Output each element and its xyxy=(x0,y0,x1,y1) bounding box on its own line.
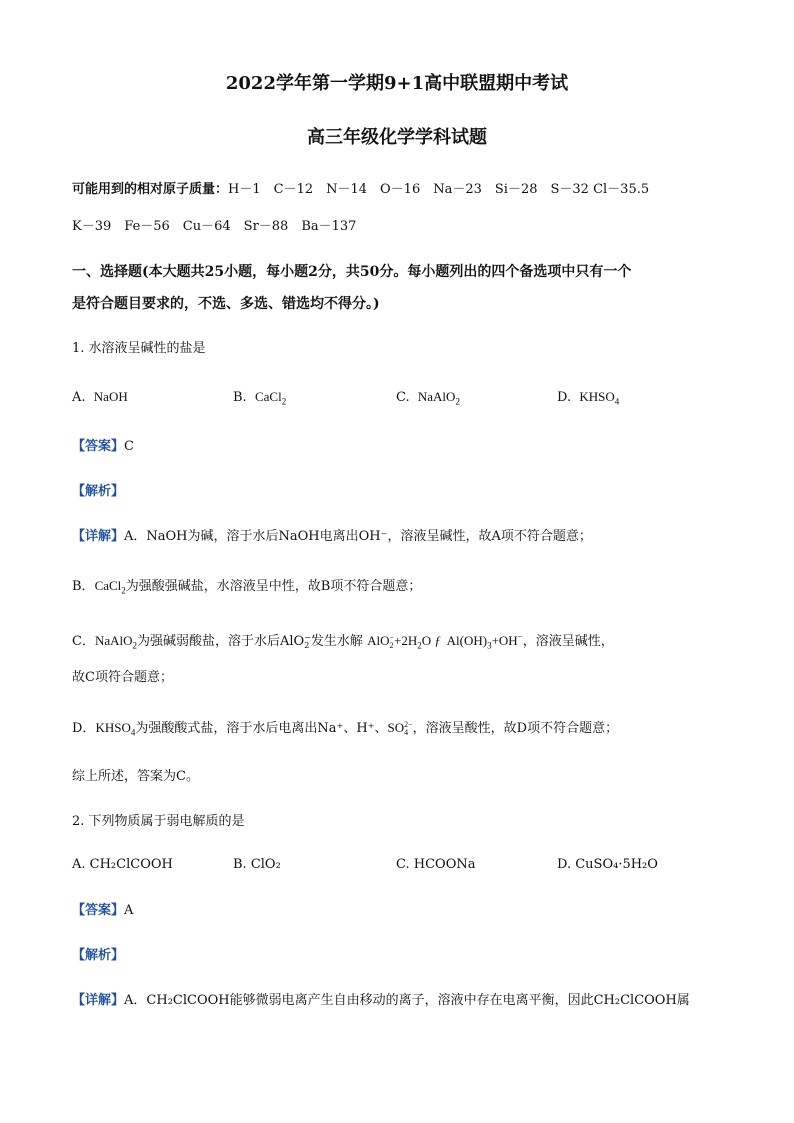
answer-value: C xyxy=(124,439,134,454)
question-2-analysis-tag: 【解析】 xyxy=(72,948,125,963)
question-1-option-b[interactable]: B. CaCl$_2$ xyxy=(233,389,287,407)
detail-tag: 【详解】 xyxy=(72,529,125,544)
atomic-masses-line2: K－39 Fe－56 Cu－64 Sr－88 Ba－137 xyxy=(72,219,357,234)
page-subtitle: 高三年级化学学科试题 xyxy=(307,127,487,148)
question-1-option-c[interactable]: C. NaAlO$_2$ xyxy=(396,389,460,407)
question-1-option-d[interactable]: D. $KHSO_4$ xyxy=(557,389,620,407)
question-1-detail-d: D．$KHSO_4$为强酸酸式盐，溶于水后电离出Na⁺、H⁺、SO2− 4 ，溶液呈酸性，故D项不符合题意； xyxy=(72,720,619,738)
answer-value: A xyxy=(124,903,134,918)
question-2-option-a[interactable]: A. CH₂ClCOOH xyxy=(72,857,173,872)
question-1-answer xyxy=(72,438,134,456)
question-2-option-d[interactable]: D. CuSO₄·5H₂O xyxy=(557,857,658,872)
question-2-option-c[interactable]: C. HCOONa xyxy=(396,857,476,872)
question-2-answer xyxy=(72,902,133,920)
atomic-masses-label: 可能用到的相对原子质量： xyxy=(72,182,229,197)
question-1-detail-b: B．CaCl$_2$为强酸强碱盐，水溶液呈中性，故B项不符合题意； xyxy=(72,578,422,596)
question-1-detail-c: C．NaAlO$_2$为强碱弱酸盐，溶于水后AlO− 2 发生水解 AlO− $2+2H_2O$ ƒ $Al(OH)_3+OH^-$，溶液呈碱性， xyxy=(72,631,614,651)
question-1-summary: 综上所述，答案为C。 xyxy=(72,769,199,784)
answer-tag: 【答案】 xyxy=(72,439,125,454)
question-1-stem: 1. 水溶液呈碱性的盐是 xyxy=(72,341,206,356)
question-2-option-b[interactable]: B. ClO₂ xyxy=(233,857,281,872)
page-title: 2022学年第一学期9+1高中联盟期中考试 xyxy=(225,73,569,94)
atomic-masses-values: H－1 C－12 N－14 O－16 Na－23 Si－28 S－32 Cl－35.5 xyxy=(228,182,650,197)
atomic-masses-line1 xyxy=(72,181,649,199)
question-1-analysis-tag: 【解析】 xyxy=(72,484,125,499)
question-1-detail-a: 【详解】A．NaOH为碱，溶于水后NaOH电离出OH⁻，溶液呈碱性，故A项不符合题意； xyxy=(72,529,592,544)
question-2-stem: 2. 下列物质属于弱电解质的是 xyxy=(72,814,245,829)
detail-tag: 【详解】 xyxy=(72,993,125,1008)
question-1-detail-c-cont: 故C项符合题意； xyxy=(72,670,173,685)
section-heading: 一、选择题(本大题共25小题，每小题2分，共50分。每小题列出的四个备选项中只有一个 xyxy=(72,264,632,280)
question-2-detail-a: 【详解】A．CH₂ClCOOH能够微弱电离产生自由移动的离子，溶液中存在电离平衡，因此CH₂ClCOOH属 xyxy=(72,993,690,1008)
question-1-option-a[interactable]: A. NaOH xyxy=(72,389,128,405)
section-heading-cont: 是符合题目要求的，不选、多选、错选均不得分。) xyxy=(72,296,380,312)
hydrolysis-equation: AlO− $2+2H_2O$ ƒ $Al(OH)_3+OH^-$ xyxy=(367,631,523,651)
answer-tag: 【答案】 xyxy=(72,903,125,918)
